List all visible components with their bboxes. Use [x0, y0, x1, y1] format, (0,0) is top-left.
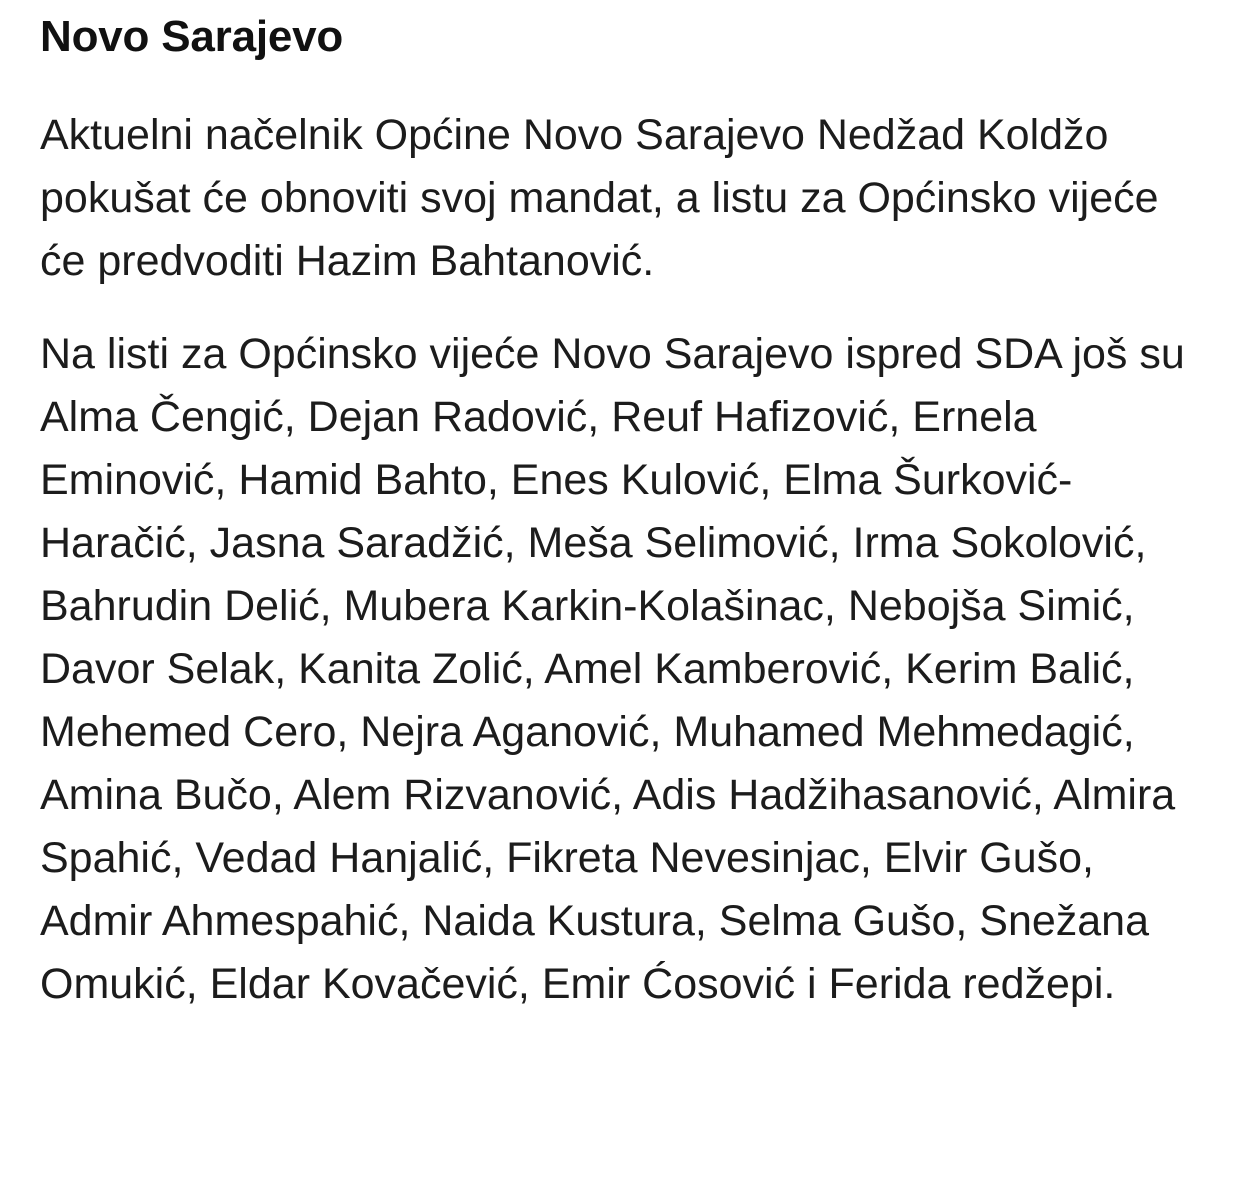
article-body [40, 6, 1210, 1016]
paragraph-mayor: Aktuelni načelnik Općine Novo Sarajevo Nedžad Koldžo pokušat će obnoviti svoj mandat, a listu za Općinsko vijeće će predvoditi Hazim Bahtanović. [40, 111, 1159, 285]
section-heading: Novo Sarajevo [40, 12, 344, 61]
paragraph-candidate-list: Na listi za Općinsko vijeće Novo Sarajevo ispred SDA još su Alma Čengić, Dejan Radović, Reuf Hafizović, Ernela Eminović, Hamid Bahto, Enes Kulović, Elma Šurković-Haračić, Jasna Saradžić, Meša Selimović, Irma Sokolović, Bahrudin Delić, Mubera Karkin-Kolašinac, Nebojša Simić, Davor Selak, Kanita Zolić, Amel Kamberović, Kerim Balić, Mehemed Cero, Nejra Aganović, Muhamed Mehmedagić, Amina Bučo, Alem Rizvanović, Adis Hadžihasanović, Almira Spahić, Vedad Hanjalić, Fikreta Nevesinjac, Elvir Gušo, Admir Ahmespahić, Naida Kustura, Selma Gušo, Snežana Omukić, Eldar Kovačević, Emir Ćosović i Ferida redžepi. [40, 330, 1185, 1008]
